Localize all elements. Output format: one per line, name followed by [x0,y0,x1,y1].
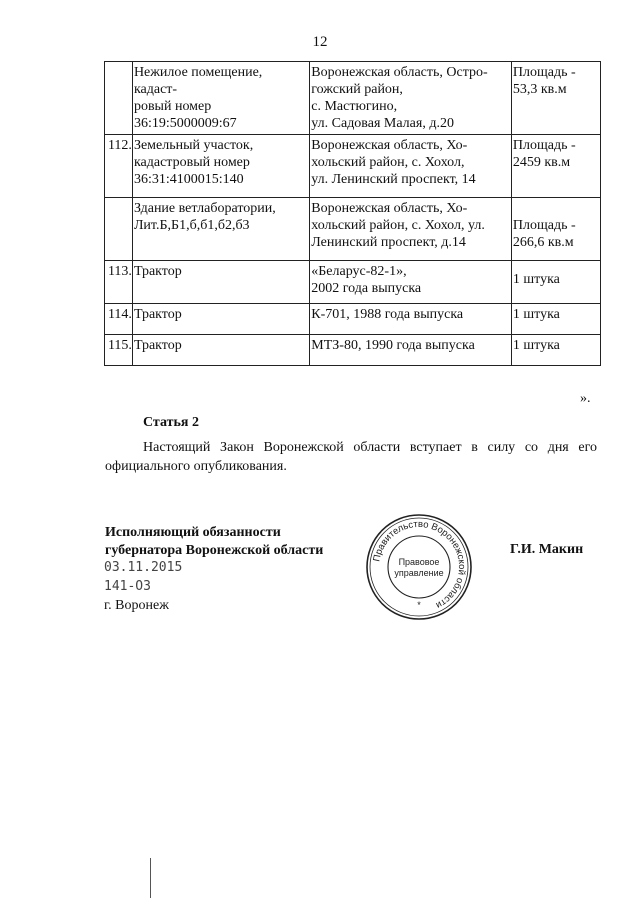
item-quantity: 1 штука [511,335,600,366]
item-quantity: 1 штука [511,304,600,335]
registration-number: 141-ОЗ [104,579,151,594]
item-address: МТЗ-80, 1990 года выпуска [310,335,512,366]
seal-inner-line2: управление [394,568,444,578]
item-address: Воронежская область, Остро- гожский район, с. Мастюгино, ул. Садовая Малая, д.20 [310,62,512,135]
item-name: Здание ветлаборатории, Лит.Б,Б1,б,б1,б2,б3 [132,198,309,261]
table-row [105,62,601,135]
table-row [105,304,601,335]
margin-line [150,858,151,898]
table-row [105,261,601,304]
item-address: Воронежская область, Хо- хольский район, с. Хохол, ул. Ленинский проспект, д.14 [310,198,512,261]
row-number: 112. [105,135,133,198]
article-title: Статья 2 [143,415,199,430]
row-number [105,198,133,261]
property-table [104,61,601,366]
item-quantity: Площадь - 2459 кв.м [511,135,600,198]
item-name: Трактор [132,304,309,335]
city: г. Воронеж [104,598,169,613]
row-number: 114. [105,304,133,335]
table-row [105,135,601,198]
article-body: Настоящий Закон Воронежской области вступает в силу со дня его официального опубликования. [105,440,597,474]
signatory-title: Исполняющий обязанности губернатора Воронежской области [105,525,324,558]
item-name: Трактор [132,335,309,366]
item-address: К-701, 1988 года выпуска [310,304,512,335]
signatory-name: Г.И. Макин [510,542,584,557]
item-address: Воронежская область, Хо- хольский район, с. Хохол, ул. Ленинский проспект, 14 [310,135,512,198]
table-row [105,335,601,366]
item-name: Нежилое помещение, кадаст- ровый номер 36:19:5000009:67 [132,62,309,135]
closing-quote-mark: ». [580,391,591,406]
seal-outer-text: Правительство Воронежской области [371,518,468,611]
registration-date: 03.11.2015 [104,560,183,575]
official-seal-stamp [364,512,474,622]
seal-inner-line1: Правовое [398,557,440,567]
seal-star-icon: * [417,600,421,610]
row-number [105,62,133,135]
row-number: 113. [105,261,133,304]
item-address: «Беларус-82-1», 2002 года выпуска [310,261,512,304]
item-quantity: Площадь - 53,3 кв.м [511,62,600,135]
row-number: 115. [105,335,133,366]
page-number: 12 [312,34,328,50]
item-name: Трактор [132,261,309,304]
item-quantity: Площадь - 266,6 кв.м [511,198,600,261]
item-quantity: 1 штука [511,261,600,304]
table-row [105,198,601,261]
item-name: Земельный участок, кадастровый номер 36:31:4100015:140 [132,135,309,198]
